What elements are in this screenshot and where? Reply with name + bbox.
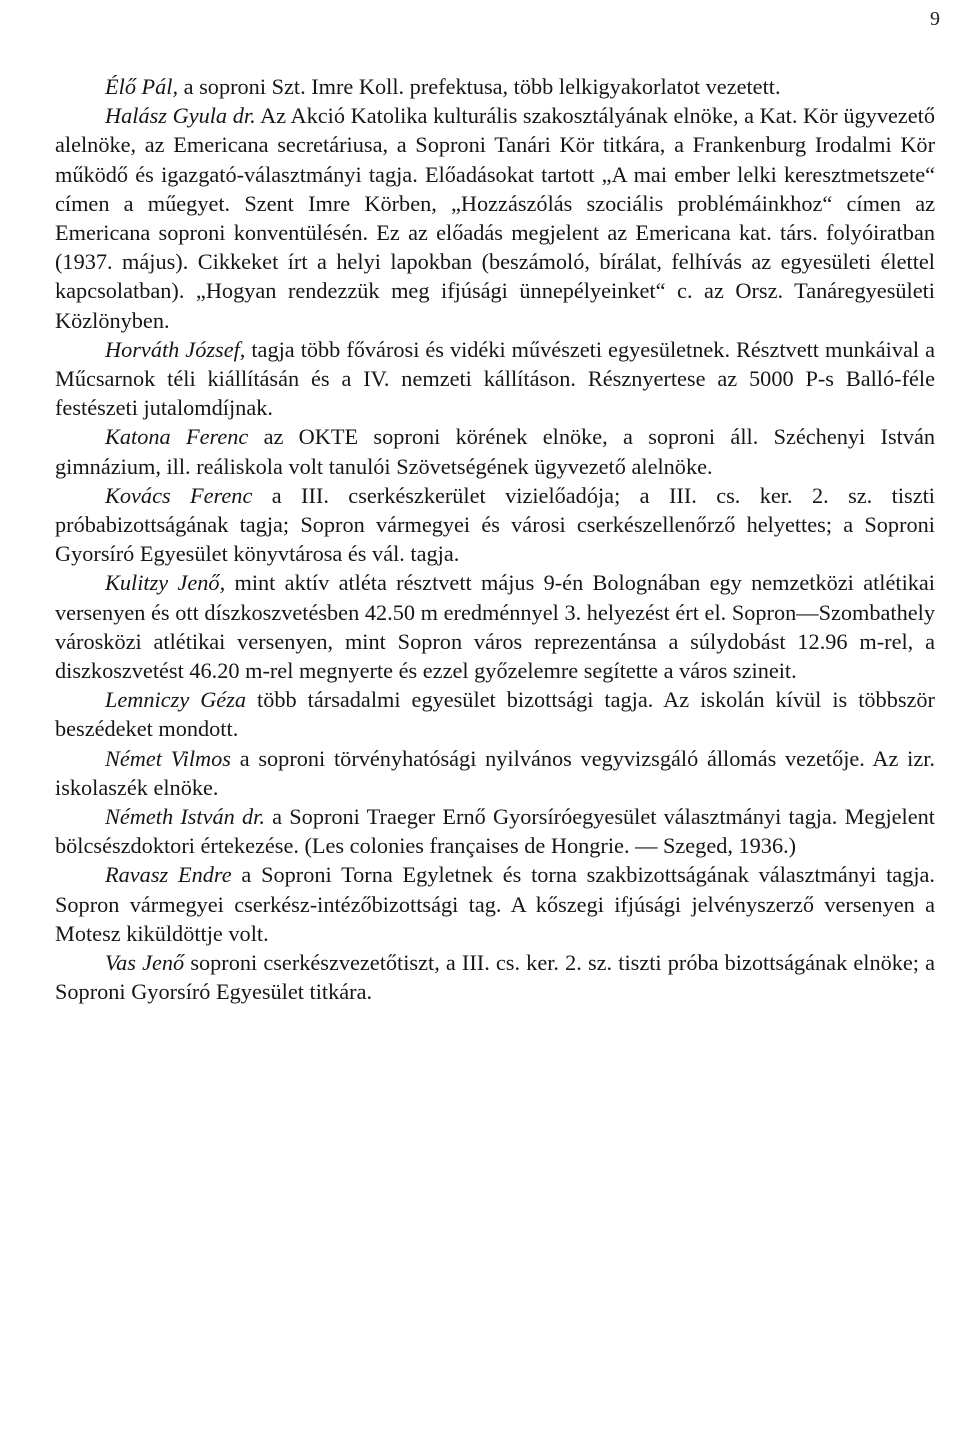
entry-paragraph: [55, 422, 935, 480]
entry-text: a Soproni Traeger Ernő Gyorsíróegyesület választmányi tagja. Megjelent bölcsészdoktori értekezése. (Les colonies françaises de Hongrie. — Szeged, 1936.): [55, 804, 935, 859]
entry-paragraph: [55, 568, 935, 685]
entry-paragraph: [55, 948, 935, 1006]
person-name: Ravasz Endre: [105, 862, 232, 888]
entry-text: soproni cserkészvezetőtiszt, a III. cs. ker. 2. sz. tiszti próba bizottságának elnöke; a Soproni Gyorsíró Egyesület titkára.: [55, 950, 936, 1005]
person-name: Halász Gyula dr.: [105, 103, 256, 129]
entry-text: az OKTE soproni körének elnöke, a soproni áll. Széchenyi István gimnázium, ill. reáliskola volt tanulói Szövetségének ügyvezető alelnöke.: [55, 424, 936, 479]
person-name: Német Vilmos: [105, 745, 231, 771]
entry-text: Az Akció Katolika kulturális szakosztályának elnöke, a Kat. Kör ügyvezető alelnöke, az Emericana secretáriusa, a Soproni Tanári Kör titkára, a Frankenburg Irodalmi Kör működő és igazgató-választmányi tagja. Előadásokat tartott „A mai ember lelki keresztmetszete“ címen a műegyet. Szent Imre Körben, „Hozzászólás szociális problémáinkhoz“ címen az Emericana soproni konventülésén. Ez az előadás megjelent az Emericana kat. társ. folyóiratban (1937. május). Cikkeket írt a helyi lapokban (beszámoló, bírálat, felhívás az egyesületi élettel kapcsolatban). „Hogyan rendezzük meg ifjúsági ünnepélyeinket“ c. az Orsz. Tanáregyesületi Közlönyben.: [55, 103, 936, 333]
person-name: Élő Pál,: [105, 74, 179, 99]
entry-text: a soproni törvényhatósági nyilvános vegyvizsgáló állomás vezetője. Az izr. iskolaszék elnöke.: [55, 745, 935, 800]
person-name: Katona Ferenc: [105, 424, 249, 450]
entry-paragraph: [55, 335, 935, 423]
entry-text: tagja több fővárosi és vidéki művészeti egyesületnek. Résztvett munkáival a Műcsarnok téli kiállításán és a IV. nemzeti kállításon. Résznyertese az 5000 P-s Balló-féle festészeti jutalomdíjnak.: [55, 336, 935, 421]
entry-paragraph: [55, 802, 935, 860]
person-name: Németh István dr.: [105, 804, 265, 830]
person-name: Vas Jenő: [105, 950, 185, 976]
entry-paragraph: [55, 744, 935, 802]
entry-text: több társadalmi egyesület bizottsági tagja. Az iskolán kívül is többször beszédeket mondott.: [55, 687, 935, 742]
person-name: Horváth József,: [105, 336, 246, 362]
person-name: Lemniczy Géza: [105, 687, 247, 713]
entry-text: a soproni Szt. Imre Koll. prefektusa, több lelkigyakorlatot vezetett.: [178, 74, 781, 99]
page-number: 9: [930, 8, 940, 30]
entry-paragraph: [55, 685, 935, 743]
entry-paragraph: [55, 481, 935, 569]
entry-text: a III. cserkészkerület vizielőadója; a III. cs. ker. 2. sz. tiszti próbabizottságának tagja; Sopron vármegyei és városi cserkészellenőrző helyettes; a Soproni Gyorsíró Egyesület könyvtárosa és vál. tagja.: [55, 482, 935, 567]
entry-paragraph: [55, 860, 935, 948]
body-text: [55, 72, 935, 1007]
entry-paragraph: [55, 101, 935, 335]
entry-text: mint aktív atléta résztvett május 9-én Bolognában egy nemzetközi atlétikai versenyen és ott díszkoszvetésben 42.50 m eredménnyel 3. helyezést ért el. Sopron—Szombathely városközi atlétikai versenyen, mint Sopron város reprezentánsa a súlydobást 12.96 m-rel, a diszkoszvetést 46.20 m-rel megnyerte és ezzel győzelemre segítette a város szineit.: [55, 570, 936, 684]
entry-paragraph: [55, 72, 935, 101]
person-name: Kovács Ferenc: [105, 482, 253, 508]
person-name: Kulitzy Jenő,: [105, 570, 226, 596]
entry-text: a Soproni Torna Egyletnek és torna szakbizottságának választmányi tagja. Sopron vármegyei cserkész-intézőbizottsági tag. A kőszegi ifjúsági jelvényszerző versenyen a Motesz kiküldöttje volt.: [55, 862, 935, 946]
